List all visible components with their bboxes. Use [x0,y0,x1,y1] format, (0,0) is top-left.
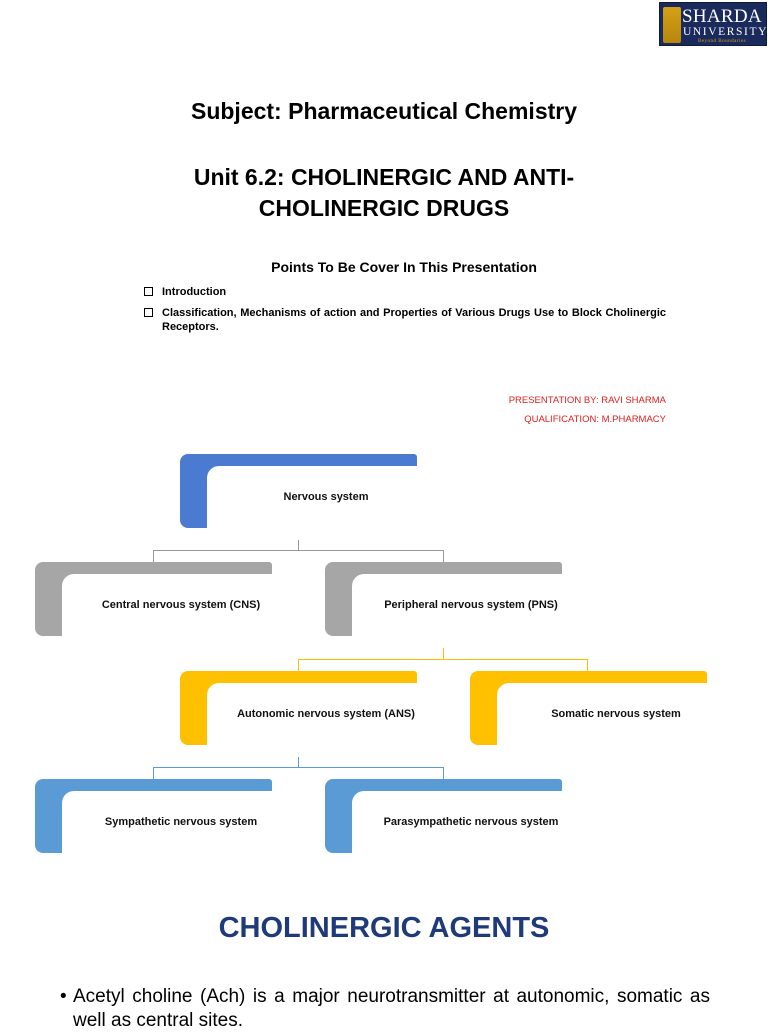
connector-line [587,659,588,671]
presenter-credit: PRESENTATION BY: RAVI SHARMA [508,395,666,406]
section-heading: CHOLINERGIC AGENTS [218,912,550,944]
checkbox-bullet-icon [144,308,153,317]
node-label: Autonomic nervous system (ANS) [207,683,445,745]
university-logo [659,2,767,46]
connector-line [443,767,444,779]
node-label: Sympathetic nervous system [62,791,300,853]
logo-emblem-icon [663,7,681,43]
logo-tagline: Beyond Boundaries [698,39,747,44]
connector-line [153,767,444,768]
connector-line [298,659,299,671]
connector-line [443,550,444,562]
connector-line [153,767,154,779]
node-label: Nervous system [207,466,445,528]
points-title: Points To Be Cover In This Presentation [271,259,537,275]
point-item [144,306,666,336]
connector-line [298,659,588,660]
connector-line [153,550,154,562]
checkbox-bullet-icon [144,287,153,296]
point-item-text: Introduction [162,286,227,298]
node-label: Peripheral nervous system (PNS) [352,574,590,636]
logo-name: SHARDA [682,6,762,27]
point-item [144,285,666,299]
unit-title: Unit 6.2: CHOLINERGIC AND ANTI-CHOLINERGIC DRUGS [193,164,575,221]
connector-line [153,550,444,551]
point-item-text: Classification, Mechanisms of action and Properties of Various Drugs Use to Block Cholinergic Receptors. [162,307,666,333]
qualification-credit: QUALIFICATION: M.PHARMACY [524,414,666,425]
logo-subname: UNIVERSITY [683,26,768,38]
node-label: Somatic nervous system [497,683,735,745]
subject-title: Subject: Pharmaceutical Chemistry [190,98,578,124]
node-label: Central nervous system (CNS) [62,574,300,636]
paragraph-text: Acetyl choline (Ach) is a major neurotransmitter at autonomic, somatic as well as central sites. [73,986,710,1031]
node-label: Parasympathetic nervous system [352,791,590,853]
bullet-dot-icon: • [60,986,67,1007]
